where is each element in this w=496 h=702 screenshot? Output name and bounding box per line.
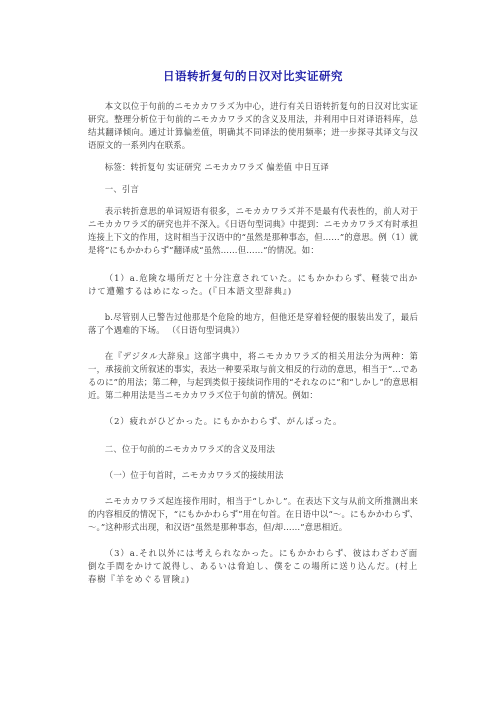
example-2: （2）疲れがひどかった。にもかかわらず、がんばった。: [104, 416, 343, 426]
subsection-1-paragraph: ニモカカワラズ起连接作用时，相当于“しかし”。在表达下文与从前文所推测出来的内容相反的情况下，“にもかかわらず”用在句首。在日语中以“～。にもかかわらず、～。”这种形式出现，和汉语“虽然是那种事态，但/却……”意思相近。: [88, 496, 418, 532]
intro-paragraph: 表示转折意思的单词短语有很多，ニモカカワラズ并不是最有代表性的，前人对于ニモカカワラズ的研究也并不深入。《日语句型词典》中提到：ニモカカワラズ有时承担连接上下文的作用，这时相当于汉语中的“虽然是那种事态，但……”的意思。例（1）就是将“にもかかわらず”翻译成“虽然……但……”的情况。如：: [88, 206, 418, 255]
subsection-heading-1: （一）位于句首时，ニモカカワラズ的接续用法: [104, 470, 284, 480]
abstract-paragraph: 本文以位于句前的ニモカカワラズ为中心，进行有关日语转折复句的日汉对比实证研究。整理分析位于句前的ニモカカワラズ的含义及用法，并利用中日对译语料库，总结其翻译倾向。通过计算偏差值，明确其不同译法的使用频率；进一步探寻其译文与汉语原文的一系列内在联系。: [88, 101, 418, 150]
explanation-paragraph: 在『デジタル大辞泉』这部字典中，将ニモカカワラズ的相关用法分为两种：第一，承接前文所叙述的事实，表达一种要采取与前文相反的行动的意思，相当于“…であるのに”的用法；第二种，与起到类似于接续词作用的“それなのに”和“しかし”的意思相近。第二种用法是当ニモカカワラズ位于句前的情况。例如：: [88, 351, 418, 400]
section-heading-intro: 一、引言: [104, 184, 139, 194]
example-1b: b.尽管别人已警告过他那是个危险的地方，但他还是穿着轻便的服装出发了，最后落了个遇难的下场。 （《日语句型词典》）: [88, 312, 418, 335]
section-heading-2: 二、位于句前的ニモカカワラズ的含义及用法: [104, 444, 276, 454]
example-3a: （3）a.それ以外には考えられなかった。にもかかわらず、彼はわざわざ面倒な手間をかけて説得し、あるいは脅迫し、僕をこの場所に送り込んだ。(村上春樹『羊をめぐる冒険』): [88, 548, 418, 584]
page-title: 日语转折复句的日汉对比实证研究: [163, 69, 343, 83]
keywords-line: 标签：转折复句 实证研究 ニモカカワラズ 偏差值 中日互译: [104, 162, 329, 172]
example-1a: （1）a.危険な場所だと十分注意されていた。にもかかわらず、軽装で出かけて遭難するはめになった。(『日本語文型辞典』): [88, 273, 418, 296]
